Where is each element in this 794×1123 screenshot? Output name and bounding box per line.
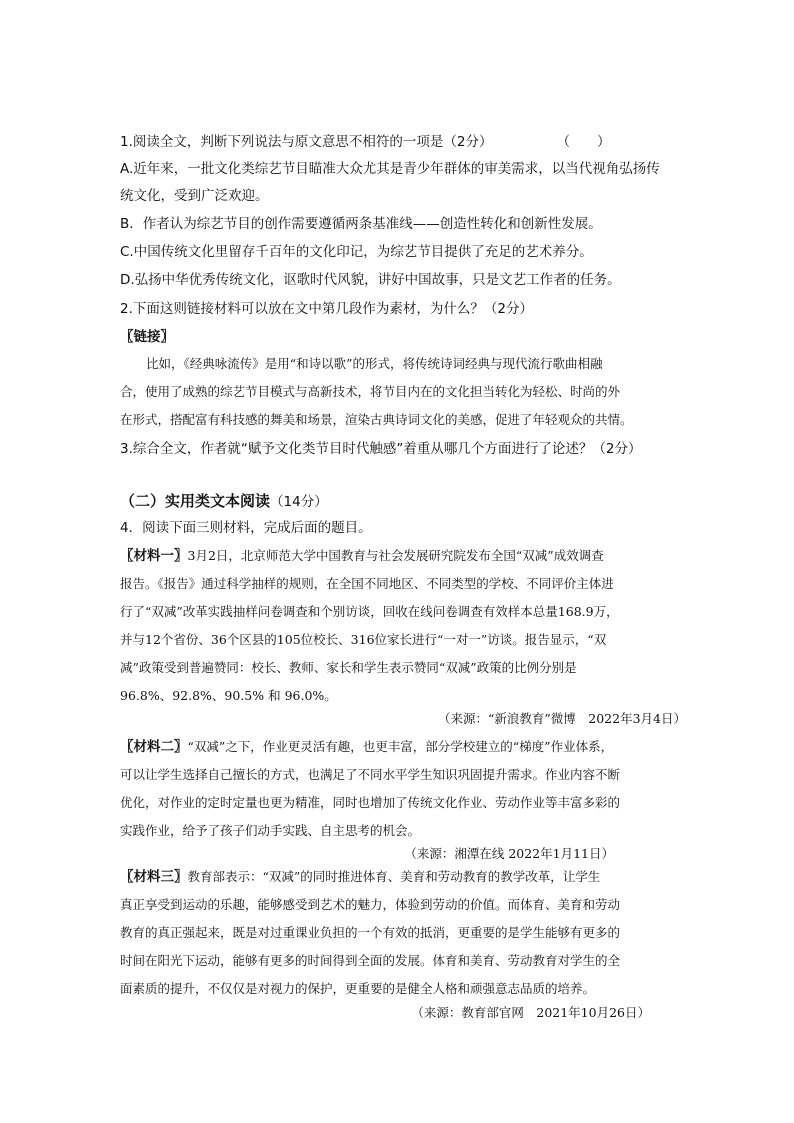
material-3-label: 〖材料三〗: [120, 869, 188, 885]
option-a-line2: 统文化，受到广泛欢迎。: [120, 188, 269, 204]
material-3-text-1: 教育部表示：“双减”的同时推进体育、美育和劳动教育的教学改革，让学生: [187, 869, 601, 884]
section-2-title: [120, 492, 692, 511]
question-2-stem: 2.下面这则链接材料可以放在文中第几段作为素材，为什么？（2分）: [120, 301, 533, 317]
link-line-3: 在形式，搭配富有科技感的舞美和场景，渲染古典诗词文化的美感，促进了年轻观众的共情。: [120, 412, 633, 427]
option-a-line1: A.近年来，一批文化类综艺节目瞄准大众尤其是青少年群体的审美需求，以当代视角弘扬传: [120, 161, 660, 177]
material-3-source: （来源：教育部官网 2021年10月26日）: [411, 1005, 650, 1020]
material-1-line-1: [120, 547, 692, 565]
material-3-line-3: 教育的真正强起来，既是对过重课业负担的一个有效的抵消，更重要的是学生能够有更多的: [120, 925, 621, 940]
option-d: D.弘扬中华优秀传统文化，讴歌时代风貌，讲好中国故事，只是文艺工作者的任务。: [120, 272, 621, 288]
material-2-line-1: [120, 738, 692, 756]
link-line-2: 合，使用了成熟的综艺节目模式与高新技术，将节目内在的文化担当转化为轻松、时尚的外: [120, 384, 621, 399]
material-1-line-6: 96.8%、92.8%、90.5% 和 96.0%。: [120, 688, 337, 703]
material-1-label: 〖材料一〗: [120, 548, 188, 564]
material-2-text-1: “双减”之下，作业更灵活有趣，也更丰富，部分学校建立的“梯度”作业体系，: [187, 739, 614, 754]
material-2-line-2: 可以让学生选择自己擅长的方式，也满足了不同水平学生知识巩固提升需求。作业内容不断: [120, 767, 621, 782]
link-label: 〖链接〗: [120, 329, 174, 345]
material-3-line-1: [120, 868, 692, 886]
material-3-line-5: 面素质的提升，不仅仅是对视力的保护，更重要的是健全人格和顽强意志品质的培养。: [120, 981, 596, 996]
question-1-text: 1.阅读全文，判断下列说法与原文意思不相符的一项是（2分）: [120, 134, 493, 150]
material-2-source: （来源：湘潭在线 2022年1月11日）: [404, 846, 614, 861]
material-2-label: 〖材料二〗: [120, 739, 188, 755]
option-b: B．作者认为综艺节目的创作需要遵循两条基准线——创造性转化和创新性发展。: [120, 216, 602, 232]
material-3-line-4: 时间在阳光下运动，能够有更多的时间得到全面的发展。体育和美育、劳动教育对学生的全: [120, 953, 621, 968]
link-line-1: 比如，《经典咏流传》是用“和诗以歌”的形式，将传统诗词经典与现代流行歌曲相融: [146, 356, 603, 371]
material-2-line-4: 实践作业，给予了孩子们动手实践、自主思考的机会。: [120, 823, 421, 838]
material-1-source: （来源：“新浪教育”微博 2022年3月4日）: [438, 711, 686, 726]
answer-blank: （ ）: [556, 134, 611, 150]
section-2-title-text: （二）实用类文本阅读: [120, 492, 271, 510]
material-2-line-3: 优化，对作业的定时定量也更为精准，同时也增加了传统文化作业、劳动作业等丰富多彩的: [120, 795, 621, 810]
question-3-stem: 3.综合全文，作者就“赋予文化类节目时代触感”着重从哪几个方面进行了论述？（2分）: [120, 441, 642, 457]
material-1-text-1: 3月2日，北京师范大学中国教育与社会发展研究院发布全国“双减”成效调查: [187, 548, 604, 563]
material-1-line-3: 行了“双减”改革实践抽样问卷调查和个别访谈，回收在线问卷调查有效样本总量168.9万，: [120, 604, 619, 619]
material-1-line-2: 报告。《报告》通过科学抽样的规则，在全国不同地区、不同类型的学校、不同评价主体进: [120, 576, 614, 591]
question-4-stem: 4．阅读下面三则材料，完成后面的题目。: [120, 520, 372, 536]
option-c: C.中国传统文化里留存千百年的文化印记，为综艺节目提供了充足的艺术养分。: [120, 244, 593, 260]
question-1-stem: [120, 133, 692, 151]
section-2-score: （14分）: [270, 494, 328, 510]
material-1-line-4: 并与12个省份、36个区县的105位校长、316位家长进行“一对一”访谈。报告显示，“双: [120, 632, 607, 647]
material-3-line-2: 真正享受到运动的乐趣，能够感受到艺术的魅力，体验到劳动的价值。而体育、美育和劳动: [120, 897, 621, 912]
material-1-line-5: 减”政策受到普遍赞同：校长、教师、家长和学生表示赞同“双减”政策的比例分别是: [120, 660, 577, 675]
